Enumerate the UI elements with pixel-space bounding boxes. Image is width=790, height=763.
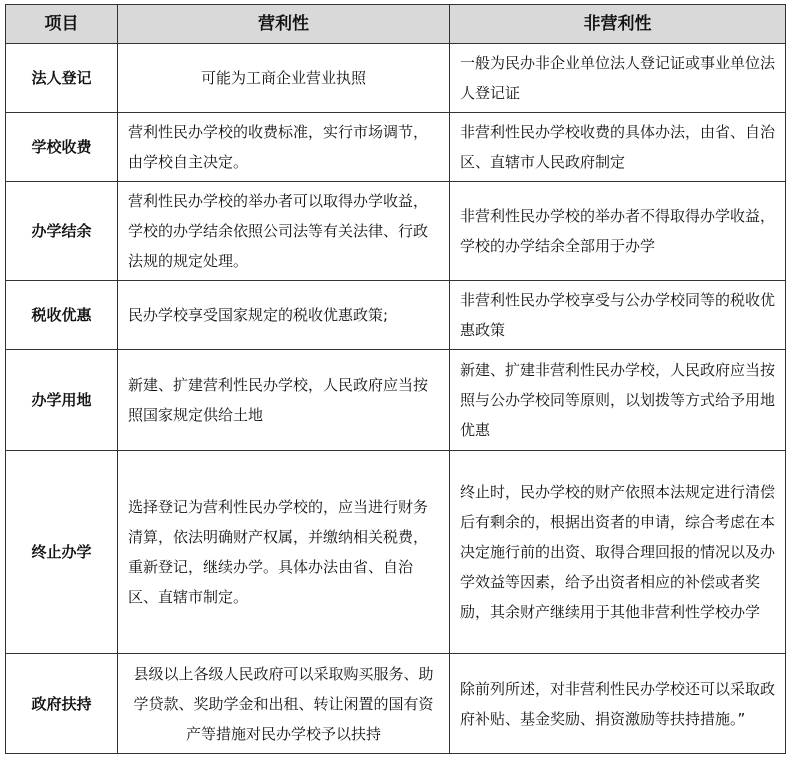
table-row — [6, 654, 786, 754]
profit-cell: 新建、扩建营利性民办学校，人民政府应当按照国家规定供给土地 — [118, 350, 450, 451]
nonprofit-cell: 非营利性民办学校享受与公办学校同等的税收优惠政策 — [450, 281, 786, 350]
profit-cell: 选择登记为营利性民办学校的，应当进行财务清算，依法明确财产权属，并缴纳相关税费，重新登记，继续办学。具体办法由省、自治区、直辖市制定。 — [118, 451, 450, 654]
profit-cell: 营利性民办学校的收费标准，实行市场调节，由学校自主决定。 — [118, 113, 450, 182]
profit-cell: 县级以上各级人民政府可以采取购买服务、助学贷款、奖助学金和出租、转让闲置的国有资产等措施对民办学校予以扶持 — [118, 654, 450, 754]
table-body — [6, 44, 786, 754]
table-row — [6, 113, 786, 182]
nonprofit-cell: 新建、扩建非营利性民办学校，人民政府应当按照与公办学校同等原则，以划拨等方式给予用地优惠 — [450, 350, 786, 451]
header-profit: 营利性 — [118, 5, 450, 44]
profit-cell: 营利性民办学校的举办者可以取得办学收益，学校的办学结余依照公司法等有关法律、行政法规的规定处理。 — [118, 182, 450, 281]
row-label: 政府扶持 — [6, 654, 118, 754]
profit-cell: 民办学校享受国家规定的税收优惠政策; — [118, 281, 450, 350]
nonprofit-cell: 除前列所述，对非营利性民办学校还可以采取政府补贴、基金奖励、捐资激励等扶持措施。” — [450, 654, 786, 754]
nonprofit-cell: 非营利性民办学校收费的具体办法，由省、自治区、直辖市人民政府制定 — [450, 113, 786, 182]
header-row — [6, 5, 786, 44]
nonprofit-cell: 非营利性民办学校的举办者不得取得办学收益，学校的办学结余全部用于办学 — [450, 182, 786, 281]
row-label: 学校收费 — [6, 113, 118, 182]
table-row — [6, 451, 786, 654]
comparison-table — [5, 4, 786, 754]
table-row — [6, 281, 786, 350]
row-label: 办学结余 — [6, 182, 118, 281]
header-item: 项目 — [6, 5, 118, 44]
table-row — [6, 44, 786, 113]
nonprofit-cell: 一般为民办非企业单位法人登记证或事业单位法人登记证 — [450, 44, 786, 113]
table-row — [6, 182, 786, 281]
row-label: 税收优惠 — [6, 281, 118, 350]
row-label: 办学用地 — [6, 350, 118, 451]
table-row — [6, 350, 786, 451]
row-label: 终止办学 — [6, 451, 118, 654]
nonprofit-cell: 终止时，民办学校的财产依照本法规定进行清偿后有剩余的，根据出资者的申请，综合考虑在本决定施行前的出资、取得合理回报的情况以及办学效益等因素，给予出资者相应的补偿或者奖励，其余财产继续用于其他非营利性学校办学 — [450, 451, 786, 654]
row-label: 法人登记 — [6, 44, 118, 113]
profit-cell: 可能为工商企业营业执照 — [118, 44, 450, 113]
header-nonprofit: 非营利性 — [450, 5, 786, 44]
table-header — [6, 5, 786, 44]
